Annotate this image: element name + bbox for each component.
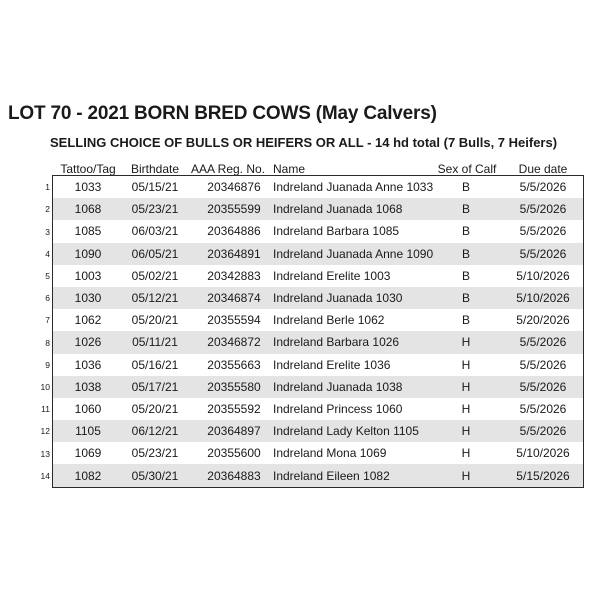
row-number: 2 xyxy=(45,204,50,215)
cell-due-date: 5/5/2026 xyxy=(519,224,567,239)
cell-tag: 1069 xyxy=(74,446,102,461)
table-row xyxy=(53,198,583,220)
cell-tag: 1026 xyxy=(74,335,102,350)
cell-reg-no: 20355592 xyxy=(207,401,261,416)
cell-name: Indreland Barbara 1085 xyxy=(273,224,400,239)
cell-tag: 1033 xyxy=(74,180,102,195)
table-row xyxy=(53,220,583,242)
table-row xyxy=(53,376,583,398)
column-header-name: Name xyxy=(273,162,306,176)
column-header-reg: AAA Reg. No. xyxy=(190,162,266,176)
cell-tag: 1003 xyxy=(74,268,102,283)
table-row xyxy=(53,420,583,442)
table-row xyxy=(53,331,583,353)
cell-sex-of-calf: B xyxy=(461,224,471,239)
cell-due-date: 5/10/2026 xyxy=(516,268,570,283)
cell-reg-no: 20355580 xyxy=(207,379,261,394)
cell-due-date: 5/5/2026 xyxy=(519,246,567,261)
cell-sex-of-calf: H xyxy=(461,401,471,416)
cell-due-date: 5/5/2026 xyxy=(519,424,567,439)
table-row xyxy=(53,354,583,376)
cell-tag: 1068 xyxy=(74,202,102,217)
cell-reg-no: 20346872 xyxy=(207,335,261,350)
row-number: 10 xyxy=(40,381,50,392)
cell-tag: 1030 xyxy=(74,291,102,306)
cell-tag: 1060 xyxy=(74,401,102,416)
cell-name: Indreland Juanada 1068 xyxy=(273,202,403,217)
cell-birthdate: 05/15/21 xyxy=(131,180,179,195)
cell-tag: 1085 xyxy=(74,224,102,239)
column-header-tag: Tattoo/Tag xyxy=(60,162,116,176)
cell-due-date: 5/5/2026 xyxy=(519,335,567,350)
cell-sex-of-calf: H xyxy=(461,357,471,372)
cell-due-date: 5/5/2026 xyxy=(519,202,567,217)
cell-reg-no: 20355663 xyxy=(207,357,261,372)
table-row xyxy=(53,243,583,265)
cell-name: Indreland Erelite 1003 xyxy=(273,268,391,283)
row-number: 4 xyxy=(45,248,50,259)
row-number: 14 xyxy=(40,470,50,481)
cell-birthdate: 05/23/21 xyxy=(131,202,179,217)
cell-birthdate: 05/12/21 xyxy=(131,291,179,306)
cell-due-date: 5/20/2026 xyxy=(516,313,570,328)
cell-tag: 1090 xyxy=(74,246,102,261)
cell-name: Indreland Barbara 1026 xyxy=(273,335,400,350)
cell-due-date: 5/10/2026 xyxy=(516,446,570,461)
cell-tag: 1082 xyxy=(74,468,102,483)
cell-sex-of-calf: H xyxy=(461,424,471,439)
cell-sex-of-calf: B xyxy=(461,202,471,217)
cell-name: Indreland Lady Kelton 1105 xyxy=(273,424,419,439)
cell-reg-no: 20346874 xyxy=(207,291,261,306)
cell-name: Indreland Juanada 1038 xyxy=(273,379,403,394)
table-row xyxy=(53,176,583,198)
cell-tag: 1036 xyxy=(74,357,102,372)
cell-name: Indreland Princess 1060 xyxy=(273,401,403,416)
table-row xyxy=(53,398,583,420)
cell-sex-of-calf: B xyxy=(461,291,471,306)
column-header-due: Due date xyxy=(518,162,568,176)
cell-sex-of-calf: H xyxy=(461,468,471,483)
cell-birthdate: 05/16/21 xyxy=(131,357,179,372)
cell-birthdate: 05/23/21 xyxy=(131,446,179,461)
cell-tag: 1062 xyxy=(74,313,102,328)
row-number: 8 xyxy=(45,337,50,348)
cell-reg-no: 20355594 xyxy=(207,313,261,328)
cow-table xyxy=(52,175,584,488)
cell-birthdate: 05/20/21 xyxy=(131,401,179,416)
cell-due-date: 5/15/2026 xyxy=(516,468,570,483)
cell-tag: 1105 xyxy=(75,424,101,439)
cell-reg-no: 20355600 xyxy=(207,446,261,461)
cell-sex-of-calf: B xyxy=(461,268,471,283)
cell-due-date: 5/5/2026 xyxy=(519,357,567,372)
cell-sex-of-calf: B xyxy=(461,246,471,261)
cell-reg-no: 20364886 xyxy=(207,224,261,239)
table-row xyxy=(53,309,583,331)
cell-name: Indreland Mona 1069 xyxy=(273,446,387,461)
row-number: 13 xyxy=(40,448,50,459)
cell-name: Indreland Berle 1062 xyxy=(273,313,385,328)
row-number: 11 xyxy=(41,404,50,415)
cell-birthdate: 05/11/21 xyxy=(132,335,178,350)
row-number: 3 xyxy=(45,226,50,237)
cell-birthdate: 06/05/21 xyxy=(131,246,179,261)
cell-birthdate: 05/30/21 xyxy=(131,468,179,483)
cell-due-date: 5/10/2026 xyxy=(516,291,570,306)
cell-sex-of-calf: B xyxy=(461,313,471,328)
cell-reg-no: 20346876 xyxy=(207,180,261,195)
cell-name: Indreland Juanada Anne 1033 xyxy=(273,180,434,195)
cell-name: Indreland Juanada Anne 1090 xyxy=(273,246,434,261)
cell-reg-no: 20364891 xyxy=(207,246,261,261)
table-row xyxy=(53,287,583,309)
table-row xyxy=(53,442,583,464)
cell-due-date: 5/5/2026 xyxy=(519,180,567,195)
cell-birthdate: 05/02/21 xyxy=(131,268,179,283)
cell-reg-no: 20355599 xyxy=(207,202,261,217)
cell-birthdate: 06/03/21 xyxy=(131,224,179,239)
cell-name: Indreland Juanada 1030 xyxy=(273,291,403,306)
table-row xyxy=(53,464,583,486)
cell-sex-of-calf: H xyxy=(461,335,471,350)
cell-due-date: 5/5/2026 xyxy=(519,401,567,416)
row-number: 5 xyxy=(45,270,50,281)
cell-sex-of-calf: B xyxy=(461,180,471,195)
row-number: 7 xyxy=(45,315,50,326)
cell-reg-no: 20364883 xyxy=(207,468,261,483)
cell-due-date: 5/5/2026 xyxy=(519,379,567,394)
column-header-birthdate: Birthdate xyxy=(130,162,180,176)
row-number: 6 xyxy=(45,293,50,304)
cell-name: Indreland Eileen 1082 xyxy=(273,468,390,483)
cell-reg-no: 20364897 xyxy=(207,424,261,439)
cell-tag: 1038 xyxy=(74,379,102,394)
row-number: 9 xyxy=(45,359,50,370)
cell-sex-of-calf: H xyxy=(461,446,471,461)
cell-birthdate: 05/17/21 xyxy=(131,379,179,394)
row-number: 1 xyxy=(45,182,50,193)
lot-title: LOT 70 - 2021 BORN BRED COWS (May Calvers) xyxy=(8,103,437,124)
cell-birthdate: 05/20/21 xyxy=(131,313,179,328)
column-header-sex: Sex of Calf xyxy=(437,162,497,176)
cell-birthdate: 06/12/21 xyxy=(131,424,179,439)
row-number: 12 xyxy=(40,426,50,437)
lot-subtitle: SELLING CHOICE OF BULLS OR HEIFERS OR ALL - 14 hd total (7 Bulls, 7 Heifers) xyxy=(50,135,558,150)
cell-reg-no: 20342883 xyxy=(207,268,261,283)
table-row xyxy=(53,265,583,287)
cell-name: Indreland Erelite 1036 xyxy=(273,357,391,372)
cell-sex-of-calf: H xyxy=(461,379,471,394)
